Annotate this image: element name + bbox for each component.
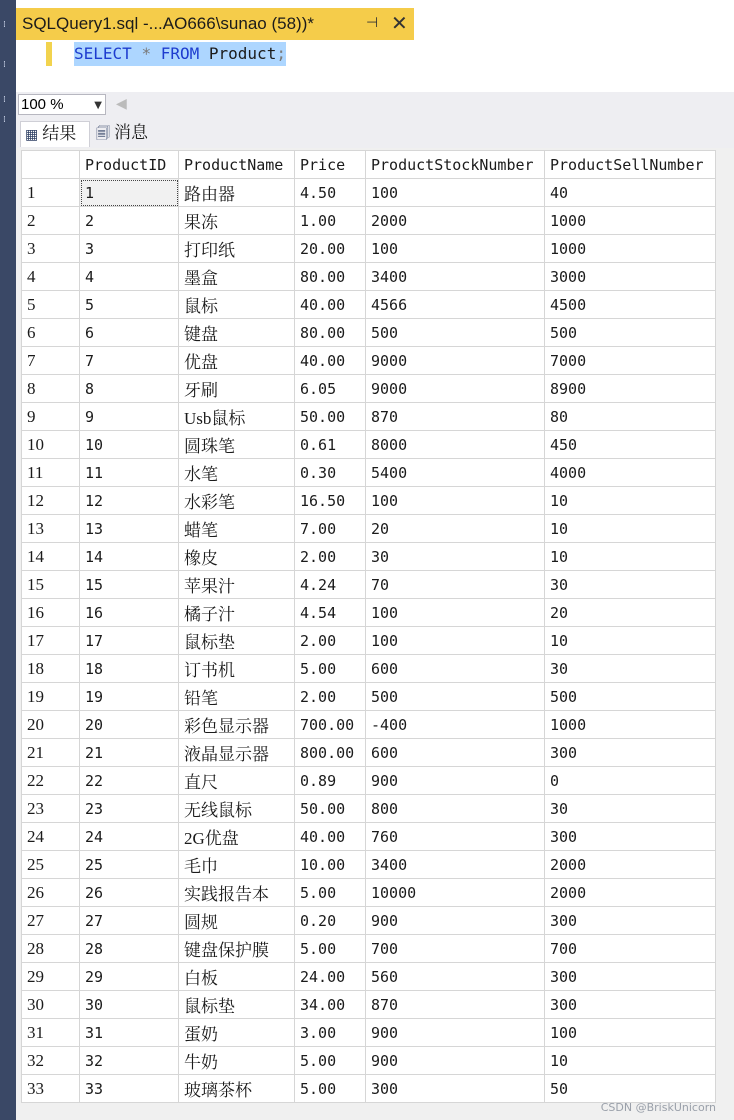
cell-productsellnumber[interactable]: 450 — [545, 431, 716, 459]
cell-productstocknumber[interactable]: 8000 — [366, 431, 545, 459]
cell-productid[interactable]: 31 — [80, 1019, 179, 1047]
cell-productstocknumber[interactable]: -400 — [366, 711, 545, 739]
watermark: CSDN @BriskUnicorn — [600, 1101, 716, 1114]
cell-productname[interactable]: 白板 — [179, 963, 295, 991]
cell-price[interactable]: 10.00 — [295, 851, 366, 879]
cell-price[interactable]: 4.50 — [295, 179, 366, 207]
cell-productid[interactable]: 15 — [80, 571, 179, 599]
row-number[interactable]: 12 — [22, 487, 80, 515]
cell-productstocknumber[interactable]: 700 — [366, 935, 545, 963]
cell-productname[interactable]: 鼠标垫 — [179, 991, 295, 1019]
cell-productstocknumber[interactable]: 9000 — [366, 375, 545, 403]
grid-header-row — [22, 151, 716, 179]
cell-price[interactable]: 6.05 — [295, 375, 366, 403]
scroll-left-icon[interactable]: ◀ — [116, 96, 127, 112]
table-row[interactable] — [22, 963, 716, 991]
cell-price[interactable]: 7.00 — [295, 515, 366, 543]
cell-productstocknumber[interactable]: 100 — [366, 487, 545, 515]
strip-glyph: ⁞ — [3, 115, 6, 125]
cell-productstocknumber[interactable]: 100 — [366, 235, 545, 263]
close-icon[interactable]: ✕ — [391, 11, 408, 35]
table-row[interactable] — [22, 935, 716, 963]
query-editor[interactable] — [16, 40, 734, 92]
table-row[interactable] — [22, 319, 716, 347]
cell-productid[interactable]: 5 — [80, 291, 179, 319]
cell-price[interactable]: 40.00 — [295, 347, 366, 375]
cell-productstocknumber[interactable]: 900 — [366, 767, 545, 795]
cell-productstocknumber[interactable]: 870 — [366, 403, 545, 431]
messages-icon: 🗐 — [96, 126, 110, 142]
row-number[interactable]: 16 — [22, 599, 80, 627]
cell-productsellnumber[interactable]: 30 — [545, 571, 716, 599]
table-row[interactable] — [22, 431, 716, 459]
cell-productname[interactable]: 鼠标垫 — [179, 627, 295, 655]
cell-productid[interactable]: 23 — [80, 795, 179, 823]
cell-price[interactable]: 0.89 — [295, 767, 366, 795]
cell-productid[interactable]: 13 — [80, 515, 179, 543]
cell-productname[interactable]: 墨盒 — [179, 263, 295, 291]
zoom-value: 100 % — [21, 96, 64, 113]
row-number[interactable]: 10 — [22, 431, 80, 459]
table-row[interactable] — [22, 515, 716, 543]
cell-productid[interactable]: 19 — [80, 683, 179, 711]
row-number[interactable]: 2 — [22, 207, 80, 235]
cell-productid[interactable]: 25 — [80, 851, 179, 879]
cell-productstocknumber[interactable]: 900 — [366, 907, 545, 935]
table-row[interactable] — [22, 459, 716, 487]
cell-productname[interactable]: 彩色显示器 — [179, 711, 295, 739]
cell-productstocknumber[interactable]: 500 — [366, 319, 545, 347]
cell-productname[interactable]: 路由器 — [179, 179, 295, 207]
cell-productstocknumber[interactable]: 4566 — [366, 291, 545, 319]
keyword-from: FROM — [160, 44, 200, 63]
cell-price[interactable]: 3.00 — [295, 1019, 366, 1047]
grid-body — [22, 179, 716, 1103]
row-number[interactable]: 13 — [22, 515, 80, 543]
column-header-productsellnumber[interactable]: ProductSellNumber — [545, 151, 716, 179]
cell-productname[interactable]: 牛奶 — [179, 1047, 295, 1075]
cell-productid[interactable]: 7 — [80, 347, 179, 375]
row-number[interactable]: 5 — [22, 291, 80, 319]
row-number[interactable]: 27 — [22, 907, 80, 935]
cell-productid[interactable]: 17 — [80, 627, 179, 655]
row-number[interactable]: 17 — [22, 627, 80, 655]
row-number-header[interactable] — [22, 151, 80, 179]
column-header-productname[interactable]: ProductName — [179, 151, 295, 179]
table-row[interactable] — [22, 487, 716, 515]
table-row[interactable] — [22, 851, 716, 879]
cell-productid[interactable]: 3 — [80, 235, 179, 263]
table-row[interactable] — [22, 571, 716, 599]
cell-productsellnumber[interactable]: 10 — [545, 487, 716, 515]
table-row[interactable] — [22, 627, 716, 655]
cell-productname[interactable]: 键盘保护膜 — [179, 935, 295, 963]
cell-price[interactable]: 34.00 — [295, 991, 366, 1019]
cell-productsellnumber[interactable]: 7000 — [545, 347, 716, 375]
cell-productsellnumber[interactable]: 500 — [545, 319, 716, 347]
cell-productsellnumber[interactable]: 4000 — [545, 459, 716, 487]
tab-messages-label: 消息 — [114, 123, 148, 142]
row-number[interactable]: 33 — [22, 1075, 80, 1103]
cell-productsellnumber[interactable]: 300 — [545, 991, 716, 1019]
table-row[interactable] — [22, 207, 716, 235]
row-number[interactable]: 15 — [22, 571, 80, 599]
cell-productsellnumber[interactable]: 2000 — [545, 879, 716, 907]
cell-productsellnumber[interactable]: 10 — [545, 515, 716, 543]
cell-productid[interactable]: 1 — [80, 179, 179, 207]
cell-productsellnumber[interactable]: 700 — [545, 935, 716, 963]
table-row[interactable] — [22, 179, 716, 207]
cell-productname[interactable]: 水彩笔 — [179, 487, 295, 515]
changed-line-marker — [46, 42, 52, 66]
cell-productsellnumber[interactable]: 1000 — [545, 207, 716, 235]
row-number[interactable]: 14 — [22, 543, 80, 571]
cell-productid[interactable]: 20 — [80, 711, 179, 739]
cell-productname[interactable]: 橘子汁 — [179, 599, 295, 627]
cell-productsellnumber[interactable]: 40 — [545, 179, 716, 207]
table-row[interactable] — [22, 767, 716, 795]
cell-productname[interactable]: 订书机 — [179, 655, 295, 683]
cell-productsellnumber[interactable]: 50 — [545, 1075, 716, 1103]
cell-productid[interactable]: 4 — [80, 263, 179, 291]
table-row[interactable] — [22, 263, 716, 291]
cell-productid[interactable]: 24 — [80, 823, 179, 851]
strip-glyph: ⁞ — [3, 60, 6, 70]
tab-strip — [414, 8, 734, 40]
results-grid-area — [16, 148, 734, 1120]
cell-productstocknumber[interactable]: 100 — [366, 179, 545, 207]
cell-productname[interactable]: 铅笔 — [179, 683, 295, 711]
row-number[interactable]: 19 — [22, 683, 80, 711]
column-header-productstocknumber[interactable]: ProductStockNumber — [366, 151, 545, 179]
operator-star: * — [141, 44, 152, 63]
cell-productsellnumber[interactable]: 30 — [545, 655, 716, 683]
cell-price[interactable]: 0.30 — [295, 459, 366, 487]
row-number[interactable]: 23 — [22, 795, 80, 823]
tab-messages[interactable] — [92, 121, 160, 147]
table-row[interactable] — [22, 907, 716, 935]
cell-productsellnumber[interactable]: 20 — [545, 599, 716, 627]
table-row[interactable] — [22, 711, 716, 739]
cell-productid[interactable]: 30 — [80, 991, 179, 1019]
table-row[interactable] — [22, 823, 716, 851]
row-number[interactable]: 18 — [22, 655, 80, 683]
cell-productstocknumber[interactable]: 3400 — [366, 851, 545, 879]
cell-price[interactable]: 5.00 — [295, 879, 366, 907]
cell-price[interactable]: 40.00 — [295, 823, 366, 851]
cell-productname[interactable]: 鼠标 — [179, 291, 295, 319]
cell-productsellnumber[interactable]: 1000 — [545, 235, 716, 263]
row-number[interactable]: 21 — [22, 739, 80, 767]
cell-price[interactable]: 2.00 — [295, 627, 366, 655]
row-number[interactable]: 29 — [22, 963, 80, 991]
table-row[interactable] — [22, 655, 716, 683]
cell-productstocknumber[interactable]: 900 — [366, 1019, 545, 1047]
cell-price[interactable]: 16.50 — [295, 487, 366, 515]
row-number[interactable]: 22 — [22, 767, 80, 795]
cell-productstocknumber[interactable]: 760 — [366, 823, 545, 851]
cell-productid[interactable]: 27 — [80, 907, 179, 935]
cell-productsellnumber[interactable]: 300 — [545, 963, 716, 991]
cell-productstocknumber[interactable]: 600 — [366, 655, 545, 683]
cell-price[interactable]: 800.00 — [295, 739, 366, 767]
cell-price[interactable]: 0.20 — [295, 907, 366, 935]
cell-productid[interactable]: 32 — [80, 1047, 179, 1075]
cell-productid[interactable]: 18 — [80, 655, 179, 683]
cell-price[interactable]: 20.00 — [295, 235, 366, 263]
table-row[interactable] — [22, 235, 716, 263]
table-row[interactable] — [22, 375, 716, 403]
row-number[interactable]: 28 — [22, 935, 80, 963]
cell-productstocknumber[interactable]: 870 — [366, 991, 545, 1019]
cell-productid[interactable]: 14 — [80, 543, 179, 571]
zoom-select[interactable] — [18, 94, 106, 115]
table-row[interactable] — [22, 879, 716, 907]
cell-price[interactable]: 2.00 — [295, 683, 366, 711]
row-number[interactable]: 26 — [22, 879, 80, 907]
cell-productsellnumber[interactable]: 1000 — [545, 711, 716, 739]
table-row[interactable] — [22, 1047, 716, 1075]
cell-productname[interactable]: 蛋奶 — [179, 1019, 295, 1047]
cell-productid[interactable]: 22 — [80, 767, 179, 795]
cell-productid[interactable]: 9 — [80, 403, 179, 431]
cell-productsellnumber[interactable]: 2000 — [545, 851, 716, 879]
cell-productstocknumber[interactable]: 900 — [366, 1047, 545, 1075]
cell-productid[interactable]: 29 — [80, 963, 179, 991]
cell-productsellnumber[interactable]: 4500 — [545, 291, 716, 319]
cell-price[interactable]: 2.00 — [295, 543, 366, 571]
cell-productstocknumber[interactable]: 70 — [366, 571, 545, 599]
cell-productname[interactable]: 优盘 — [179, 347, 295, 375]
cell-productid[interactable]: 33 — [80, 1075, 179, 1103]
cell-price[interactable]: 40.00 — [295, 291, 366, 319]
cell-price[interactable]: 4.24 — [295, 571, 366, 599]
cell-price[interactable]: 5.00 — [295, 1047, 366, 1075]
cell-productsellnumber[interactable]: 30 — [545, 795, 716, 823]
query-document-tab[interactable] — [16, 8, 414, 40]
cell-price[interactable]: 50.00 — [295, 403, 366, 431]
cell-productname[interactable]: 直尺 — [179, 767, 295, 795]
cell-productsellnumber[interactable]: 80 — [545, 403, 716, 431]
cell-productsellnumber[interactable]: 300 — [545, 823, 716, 851]
statement-terminator: ; — [276, 44, 286, 63]
cell-productname[interactable]: 水笔 — [179, 459, 295, 487]
cell-productstocknumber[interactable]: 10000 — [366, 879, 545, 907]
cell-productsellnumber[interactable]: 10 — [545, 627, 716, 655]
cell-productid[interactable]: 2 — [80, 207, 179, 235]
cell-productstocknumber[interactable]: 560 — [366, 963, 545, 991]
cell-productsellnumber[interactable]: 300 — [545, 739, 716, 767]
cell-productname[interactable]: 无线鼠标 — [179, 795, 295, 823]
cell-productname[interactable]: 毛巾 — [179, 851, 295, 879]
cell-productid[interactable]: 21 — [80, 739, 179, 767]
editor-gutter — [16, 40, 46, 92]
cell-productstocknumber[interactable]: 300 — [366, 1075, 545, 1103]
cell-productname[interactable]: 苹果汁 — [179, 571, 295, 599]
cell-productid[interactable]: 11 — [80, 459, 179, 487]
results-tab-strip — [16, 118, 734, 148]
table-row[interactable] — [22, 683, 716, 711]
tab-results-label: 结果 — [42, 124, 77, 143]
cell-productname[interactable]: 橡皮 — [179, 543, 295, 571]
row-number[interactable]: 3 — [22, 235, 80, 263]
table-row[interactable] — [22, 543, 716, 571]
cell-productstocknumber[interactable]: 9000 — [366, 347, 545, 375]
cell-productname[interactable]: 键盘 — [179, 319, 295, 347]
cell-productname[interactable]: Usb鼠标 — [179, 403, 295, 431]
cell-price[interactable]: 80.00 — [295, 319, 366, 347]
table-row[interactable] — [22, 1019, 716, 1047]
cell-productid[interactable]: 26 — [80, 879, 179, 907]
cell-productsellnumber[interactable]: 0 — [545, 767, 716, 795]
table-row[interactable] — [22, 347, 716, 375]
cell-price[interactable]: 80.00 — [295, 263, 366, 291]
table-row[interactable] — [22, 1075, 716, 1103]
cell-productstocknumber[interactable]: 500 — [366, 683, 545, 711]
chevron-down-icon[interactable]: ▼ — [94, 100, 102, 111]
cell-productsellnumber[interactable]: 300 — [545, 907, 716, 935]
cell-productname[interactable]: 圆规 — [179, 907, 295, 935]
row-number[interactable]: 6 — [22, 319, 80, 347]
cell-productname[interactable]: 液晶显示器 — [179, 739, 295, 767]
cell-productsellnumber[interactable]: 10 — [545, 1047, 716, 1075]
tab-title: SQLQuery1.sql -...AO666\sunao (58))* — [22, 14, 314, 33]
table-row[interactable] — [22, 991, 716, 1019]
cell-productsellnumber[interactable]: 100 — [545, 1019, 716, 1047]
cell-productstocknumber[interactable]: 100 — [366, 599, 545, 627]
row-number[interactable]: 7 — [22, 347, 80, 375]
cell-price[interactable]: 4.54 — [295, 599, 366, 627]
cell-price[interactable]: 0.61 — [295, 431, 366, 459]
cell-price[interactable]: 5.00 — [295, 935, 366, 963]
cell-productstocknumber[interactable]: 2000 — [366, 207, 545, 235]
cell-productname[interactable]: 玻璃茶杯 — [179, 1075, 295, 1103]
cell-productname[interactable]: 牙刷 — [179, 375, 295, 403]
tab-results[interactable] — [20, 121, 90, 147]
row-number[interactable]: 20 — [22, 711, 80, 739]
cell-productsellnumber[interactable]: 500 — [545, 683, 716, 711]
row-number[interactable]: 9 — [22, 403, 80, 431]
cell-productsellnumber[interactable]: 8900 — [545, 375, 716, 403]
table-row[interactable] — [22, 599, 716, 627]
cell-productid[interactable]: 10 — [80, 431, 179, 459]
keyword-select: SELECT — [74, 44, 132, 63]
cell-productstocknumber[interactable]: 600 — [366, 739, 545, 767]
cell-productid[interactable]: 12 — [80, 487, 179, 515]
cell-productname[interactable]: 果冻 — [179, 207, 295, 235]
strip-glyph: ⁞ — [3, 95, 6, 105]
cell-productstocknumber[interactable]: 800 — [366, 795, 545, 823]
cell-productid[interactable]: 16 — [80, 599, 179, 627]
cell-productname[interactable]: 实践报告本 — [179, 879, 295, 907]
cell-price[interactable]: 5.00 — [295, 655, 366, 683]
cell-productstocknumber[interactable]: 30 — [366, 543, 545, 571]
column-header-price[interactable]: Price — [295, 151, 366, 179]
cell-price[interactable]: 1.00 — [295, 207, 366, 235]
cell-productstocknumber[interactable]: 20 — [366, 515, 545, 543]
row-number[interactable]: 30 — [22, 991, 80, 1019]
cell-productname[interactable]: 2G优盘 — [179, 823, 295, 851]
left-tool-strip[interactable] — [0, 0, 16, 1120]
cell-productstocknumber[interactable]: 3400 — [366, 263, 545, 291]
column-header-productid[interactable]: ProductID — [80, 151, 179, 179]
cell-price[interactable]: 50.00 — [295, 795, 366, 823]
grid-icon: ▦ — [25, 127, 39, 143]
cell-productstocknumber[interactable]: 5400 — [366, 459, 545, 487]
row-number[interactable]: 24 — [22, 823, 80, 851]
cell-productid[interactable]: 8 — [80, 375, 179, 403]
cell-productid[interactable]: 6 — [80, 319, 179, 347]
cell-productname[interactable]: 圆珠笔 — [179, 431, 295, 459]
editor-status-bar — [16, 92, 734, 118]
pin-icon[interactable]: ⊣ — [366, 15, 379, 31]
row-number[interactable]: 25 — [22, 851, 80, 879]
cell-productname[interactable]: 蜡笔 — [179, 515, 295, 543]
table-identifier: Product — [208, 44, 277, 63]
row-number[interactable]: 32 — [22, 1047, 80, 1075]
table-row[interactable] — [22, 403, 716, 431]
row-number[interactable]: 11 — [22, 459, 80, 487]
strip-glyph: ⁞ — [3, 20, 6, 30]
cell-productsellnumber[interactable]: 3000 — [545, 263, 716, 291]
table-row[interactable] — [22, 291, 716, 319]
table-row[interactable] — [22, 739, 716, 767]
cell-price[interactable]: 5.00 — [295, 1075, 366, 1103]
results-grid[interactable] — [21, 150, 716, 1103]
row-number[interactable]: 1 — [22, 179, 80, 207]
row-number[interactable]: 31 — [22, 1019, 80, 1047]
row-number[interactable]: 8 — [22, 375, 80, 403]
code-line[interactable] — [74, 42, 286, 66]
cell-productname[interactable]: 打印纸 — [179, 235, 295, 263]
cell-productid[interactable]: 28 — [80, 935, 179, 963]
cell-productsellnumber[interactable]: 10 — [545, 543, 716, 571]
row-number[interactable]: 4 — [22, 263, 80, 291]
cell-productstocknumber[interactable]: 100 — [366, 627, 545, 655]
cell-price[interactable]: 24.00 — [295, 963, 366, 991]
table-row[interactable] — [22, 795, 716, 823]
cell-price[interactable]: 700.00 — [295, 711, 366, 739]
